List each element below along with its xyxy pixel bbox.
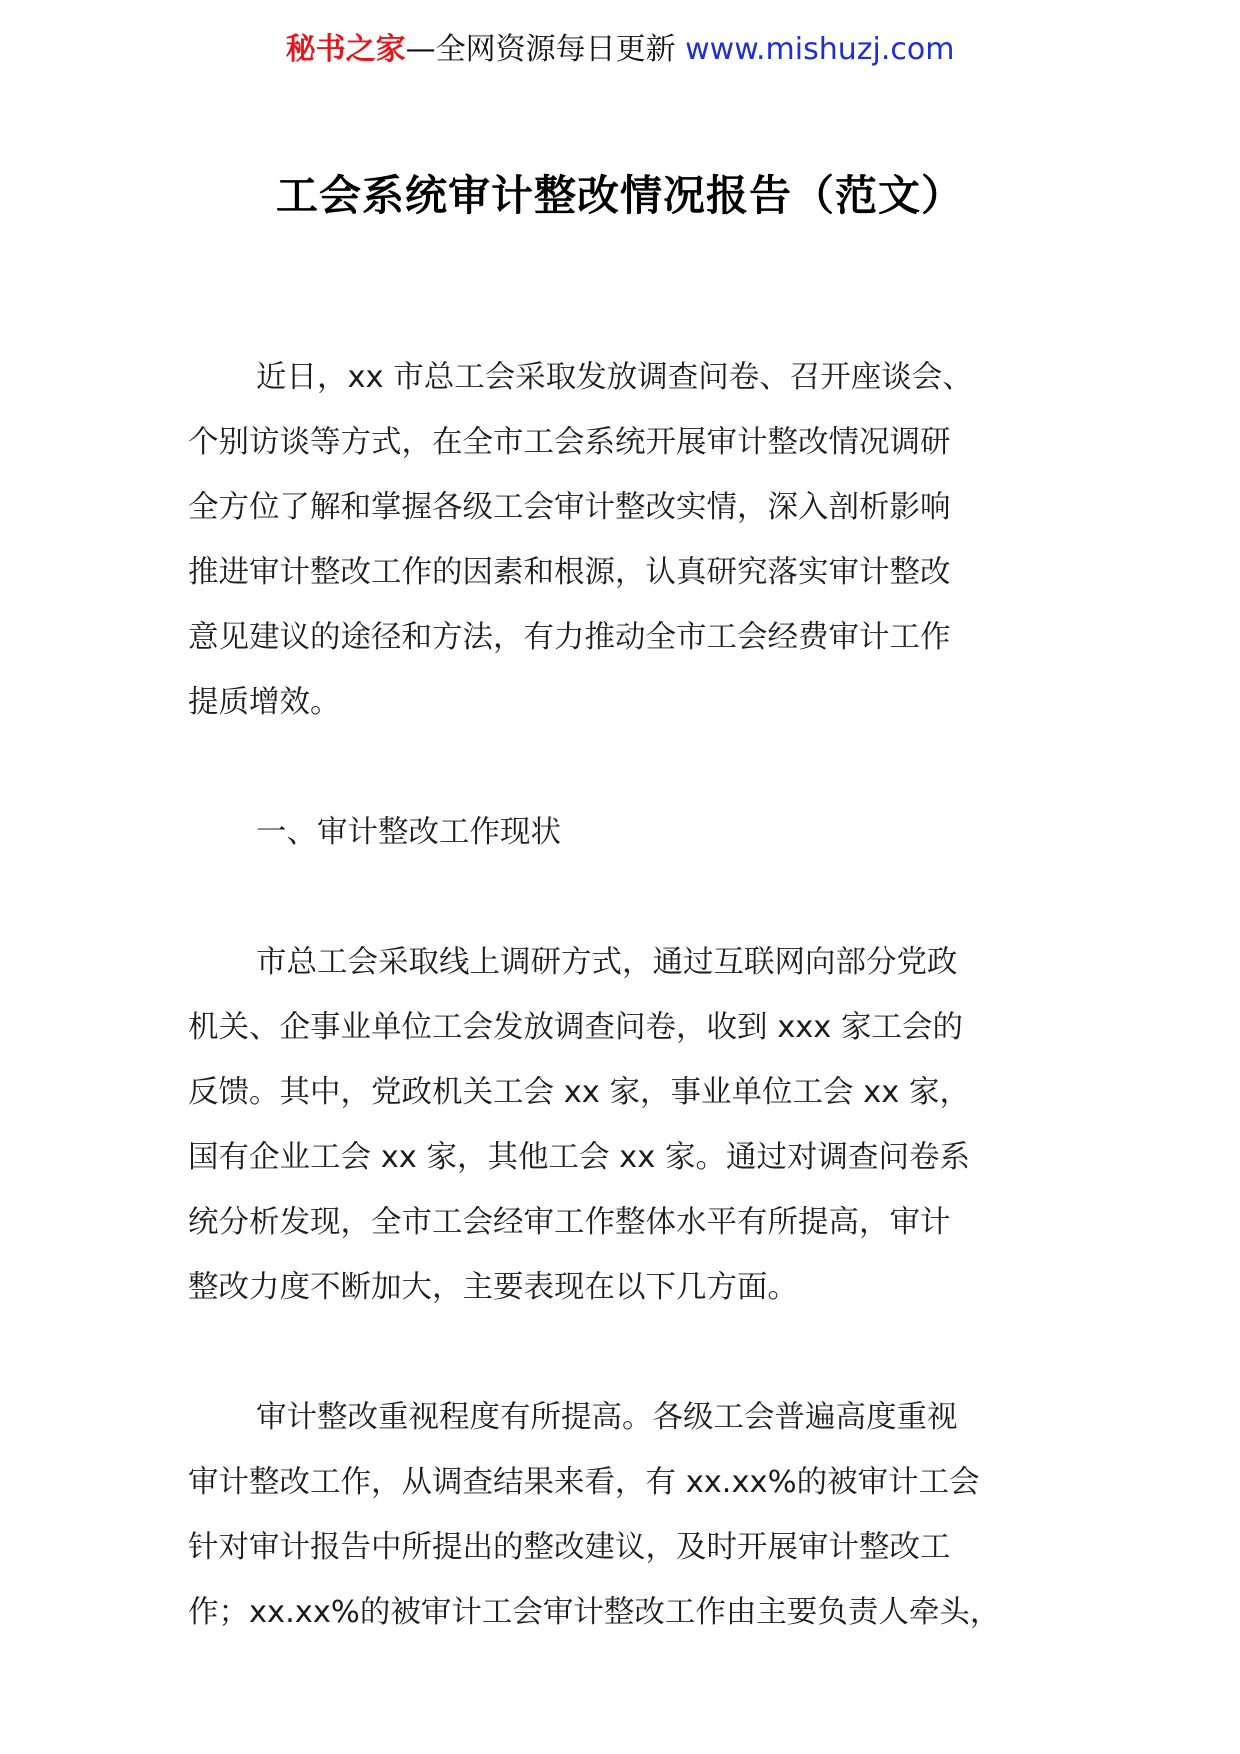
paragraph-spacer	[188, 735, 1073, 800]
section-heading	[188, 800, 1073, 865]
paragraph-line: 整改力度不断加大，主要表现在以下几方面。	[188, 1270, 798, 1305]
document-body	[188, 345, 1073, 1645]
paragraph-line: 意见建议的途径和方法，有力推动全市工会经费审计工作	[188, 620, 951, 655]
paragraph-line: 统分析发现，全市工会经审工作整体水平有所提高，审计	[188, 1205, 951, 1240]
paragraph-line: 作；xx.xx%的被审计工会审计整改工作由主要负责人牵头，	[188, 1595, 1001, 1630]
site-header	[0, 28, 1240, 72]
paragraph-attention	[188, 1385, 1073, 1645]
paragraph-line: 审计整改工作，从调查结果来看，有 xx.xx%的被审计工会	[188, 1465, 980, 1500]
paragraph-spacer	[188, 865, 1073, 930]
paragraph-line: 推进审计整改工作的因素和根源，认真研究落实审计整改	[188, 555, 951, 590]
paragraph-line: 个别访谈等方式，在全市工会系统开展审计整改情况调研	[188, 425, 951, 460]
paragraph-line: 针对审计报告中所提出的整改建议，及时开展审计整改工	[188, 1530, 951, 1565]
paragraph-line: 近日，xx 市总工会采取发放调查问卷、召开座谈会、	[256, 360, 973, 395]
header-tagline: —全网资源每日更新	[405, 32, 676, 67]
document-title: 工会系统审计整改情况报告（范文）	[275, 171, 964, 220]
paragraph-line: 机关、企事业单位工会发放调查问卷，收到 xxx 家工会的	[188, 1010, 964, 1045]
paragraph-line: 市总工会采取线上调研方式，通过互联网向部分党政	[256, 945, 958, 980]
brand-name: 秘书之家	[285, 32, 406, 67]
paragraph-survey	[188, 930, 1073, 1320]
paragraph-line: 反馈。其中，党政机关工会 xx 家，事业单位工会 xx 家，	[188, 1075, 970, 1110]
site-url-link[interactable]: www.mishuzj.com	[685, 32, 955, 67]
paragraph-spacer	[188, 1320, 1073, 1385]
section-heading-text: 一、审计整改工作现状	[256, 815, 561, 850]
paragraph-line: 提质增效。	[188, 685, 341, 720]
paragraph-line: 审计整改重视程度有所提高。各级工会普遍高度重视	[256, 1400, 958, 1435]
paragraph-intro	[188, 345, 1073, 735]
paragraph-line: 国有企业工会 xx 家，其他工会 xx 家。通过对调查问卷系	[188, 1140, 970, 1175]
paragraph-line: 全方位了解和掌握各级工会审计整改实情，深入剖析影响	[188, 490, 951, 525]
